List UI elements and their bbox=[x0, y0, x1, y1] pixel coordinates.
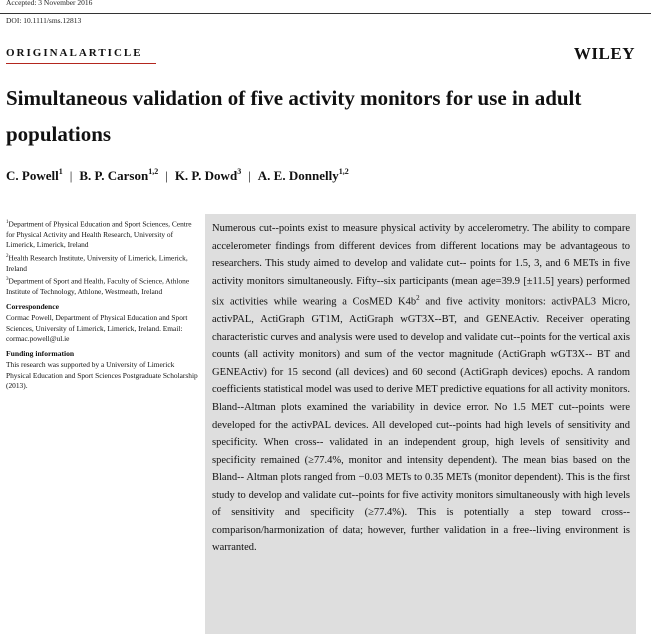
publisher-logo: WILEY bbox=[573, 44, 635, 63]
accepted-date: Accepted: 3 November 2016 bbox=[6, 0, 93, 7]
author-list bbox=[6, 167, 349, 184]
doi: DOI: 10.1111/sms.12813 bbox=[6, 16, 82, 25]
author[interactable]: A. E. Donnelly$^{1,2}$ bbox=[257, 167, 349, 183]
author-separator: | bbox=[248, 168, 251, 183]
author-affiliation: 1 bbox=[58, 167, 63, 176]
correspondence-text[interactable]: Cormac Powell, Department of Physical Education and Sport Sciences, University of Limerick, Limerick, Ireland. Email: cormac.powell@ul.ie bbox=[6, 313, 188, 344]
article-title: Simultaneous validation of five activity monitors for use in adult populations bbox=[6, 86, 582, 146]
affiliation: $^1$Department of Physical Education and Sport Sciences, Centre for Physical Activity and Health Research, University of Limerick, Limerick, Ireland bbox=[6, 219, 192, 250]
author-separator: | bbox=[165, 168, 168, 183]
author[interactable]: B. P. Carson$^{1,2}$ bbox=[79, 167, 159, 183]
affiliation: $^2$Health Research Institute, University of Limerick, Limerick, Ireland bbox=[6, 253, 188, 273]
author[interactable]: K. P. Dowd$^3$ bbox=[174, 167, 242, 183]
header-rule bbox=[0, 13, 651, 14]
funding-text: This research was supported by a University of Limerick Physical Education and Sport Sciences Postgraduate Scholarship (2013). bbox=[6, 360, 198, 391]
section-label: ORIGINALARTICLE bbox=[6, 47, 143, 59]
sidebar bbox=[6, 218, 198, 393]
funding-heading: Funding information bbox=[6, 348, 75, 358]
affiliation: $^3$Department of Sport and Health, Faculty of Science, Athlone Institute of Technology, Athlone, Westmeath, Ireland bbox=[6, 276, 190, 297]
author-affiliation: 1,2 bbox=[148, 167, 159, 176]
author-affiliation: 3 bbox=[237, 167, 242, 176]
section-rule bbox=[6, 63, 156, 64]
abstract-text: Numerous cut--points exist to measure physical activity by accelerometry. The ability to compare accelerometer findings from different devices from different locations may be advantageous to researchers. This study aimed to develop and validate cut-- points for 1.5, 3, and 6 METs in five activity monitors simultaneously. Fifty--six participants (mean age=39.9 [±11.5] years) performed six activities while wearing a CosMED $K4b^2$ and five activity monitors: activPAL3 Micro, activPAL, ActiGraph GT1M, ActiGraph wGT3X--BT, and GENEActiv. Receiver operating characteristic curves and analysis were used to develop and validate cut--points for the vertical axis counts (all activity monitors) and sum of the vector magnitude (ActiGraph wGT3X-- BT and GENEActiv) for 15 second (all devices) and 60 second (ActiGraph devices) epochs. A random coefficients statistical model was used to derive MET predictive equations for all activity monitors. Bland--Altman plots examined the variability in device error. No 1.5 MET cut--points were developed for the activPAL devices. All developed cut--points had high levels of sensitivity and specificity. When cross-- validated in an independent group, high levels of sensitivity and specificity remained (≥77.4%, monitor and intensity dependent). The mean bias based on the Bland-- Altman plots ranged from −0.03 METs to 0.35 METs (monitor dependent). This is the first study to develop and validate cut--points for five activity monitors simultaneously with high levels of sensitivity and specificity (≥77.4%). This is potentially a step toward cross--comparison/harmonization of data; however, further validation in a free--living environment is warranted. bbox=[212, 223, 631, 554]
abstract-box bbox=[205, 214, 636, 634]
correspondence-heading: Correspondence bbox=[6, 301, 60, 311]
author[interactable]: C. Powell$^1$ bbox=[6, 167, 63, 183]
superscript: 2 bbox=[416, 294, 420, 303]
author-affiliation: 1,2 bbox=[338, 167, 349, 176]
author-separator: | bbox=[69, 168, 73, 183]
